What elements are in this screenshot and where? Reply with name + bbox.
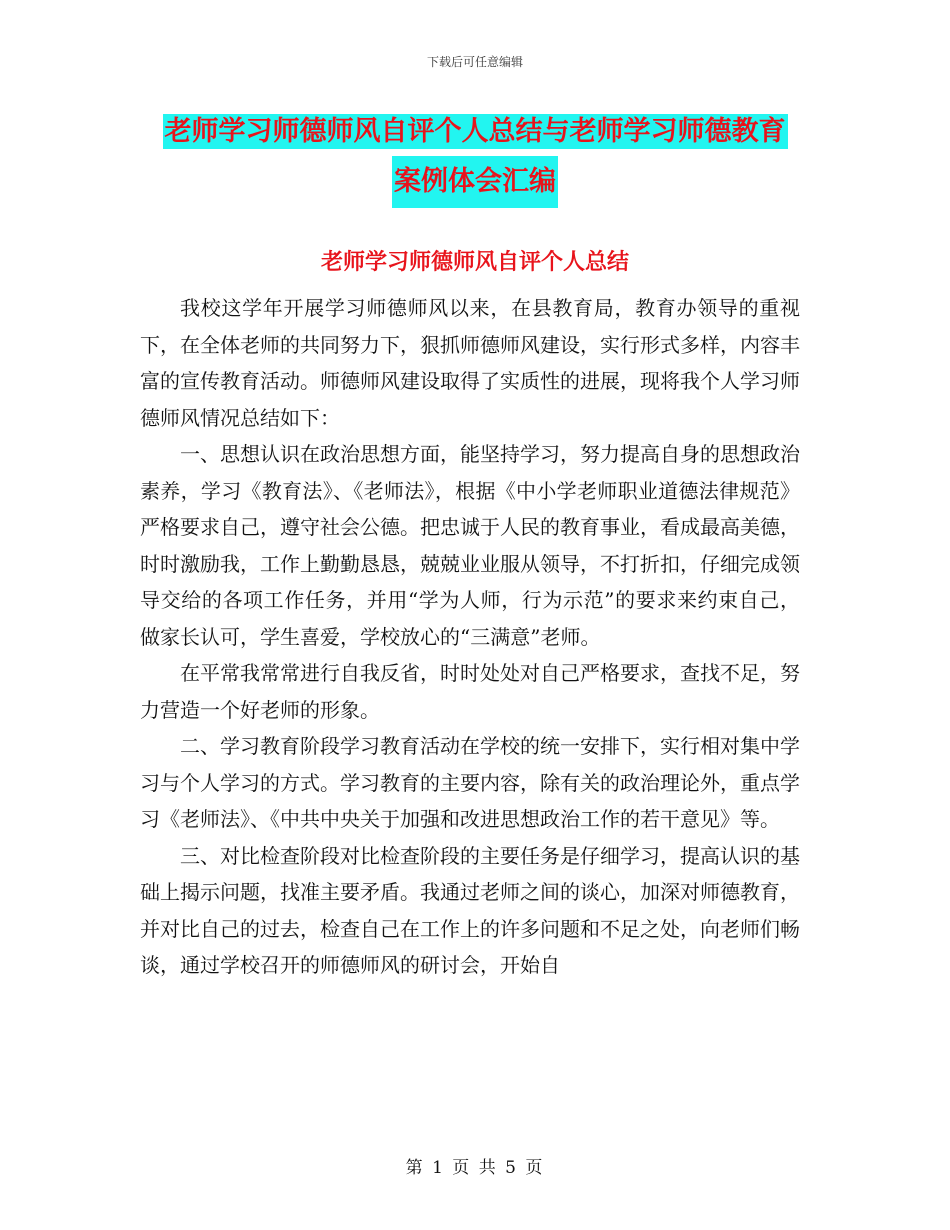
paragraph: 在平常我常常进行自我反省，时时处处对自己严格要求，查找不足，努力营造一个好老师的形象。: [140, 661, 800, 722]
paragraph: 一、思想认识在政治思想方面，能坚持学习，努力提高自身的思想政治素养，学习《教育法》、《老师法》，根据《中小学老师职业道德法律规范》严格要求自己，遵守社会公德。把忠诚于人民的教育事业，看成最高美德，时时激励我，工作上勤勤恳恳，兢兢业业服从领导，不打折扣，仔细完成领导交给的各项工作任务，并用“学为人师，行为示范”的要求来约束自己，做家长认可，学生喜爱，学校放心的“三满意”老师。: [140, 442, 800, 649]
document-title: [140, 108, 810, 208]
header-note: 下载后可任意编辑: [426, 55, 523, 69]
paragraph: 二、学习教育阶段学习教育活动在学校的统一安排下，实行相对集中学习与个人学习的方式。学习教育的主要内容，除有关的政治理论外，重点学习《老师法》、《中共中央关于加强和改进思想政治工作的若干意见》等。: [140, 734, 800, 831]
document-title-line-2: 案例体会汇编: [392, 156, 558, 208]
page-footer: 第 1 页 共 5 页: [405, 1158, 545, 1178]
section-title: 老师学习师德师风自评个人总结: [320, 250, 629, 275]
paragraph: 我校这学年开展学习师德师风以来，在县教育局，教育办领导的重视下，在全体老师的共同努力下，狠抓师德师风建设，实行形式多样，内容丰富的宣传教育活动。师德师风建设取得了实质性的进展，现将我个人学习师德师风情况总结如下：: [140, 296, 800, 430]
document-title-line-1: 老师学习师德师风自评个人总结与老师学习师德教育: [164, 116, 786, 147]
body-text: [140, 290, 800, 984]
paragraph: 三、对比检查阶段对比检查阶段的主要任务是仔细学习，提高认识的基础上揭示问题，找准主要矛盾。我通过老师之间的谈心，加深对师德教育，并对比自己的过去，检查自己在工作上的许多问题和不足之处，向老师们畅谈，通过学校召开的师德师风的研讨会，开始自: [140, 843, 800, 977]
